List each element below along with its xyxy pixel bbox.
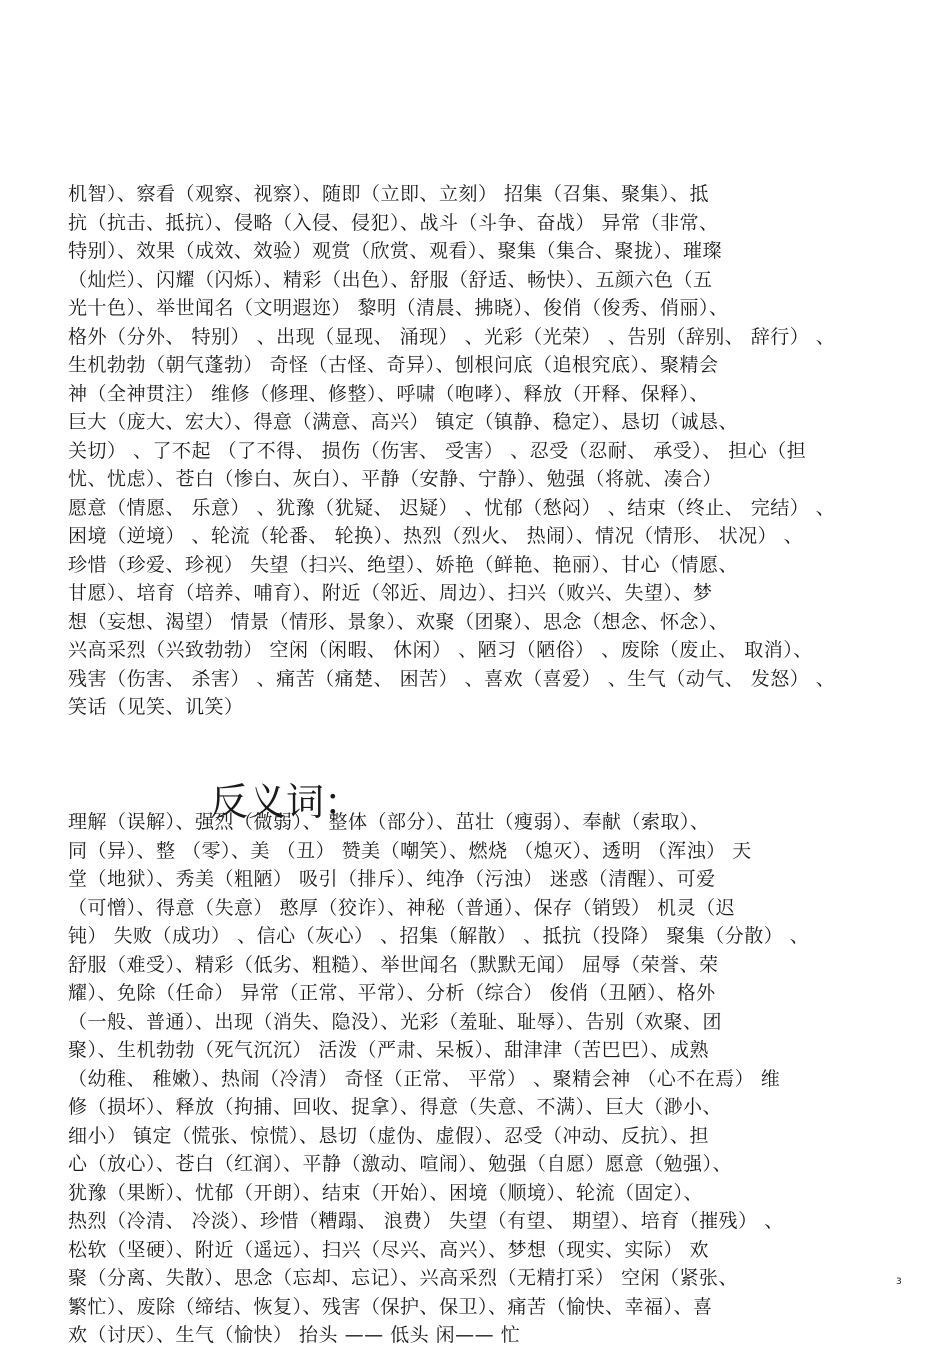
synonym-line: 关切） 、了不起 （了不得、 损伤（伤害、 受害） 、忍受（忍耐、 承受）、 担心（担 <box>68 439 807 462</box>
synonym-line: 巨大（庞大、宏大）、得意（满意、高兴） 镇定（镇静、稳定）、恳切（诚恳、 <box>68 411 739 433</box>
synonym-line: 甘愿）、培育（培养、哺育）、附近（邻近、周边）、扫兴（败兴、失望）、梦 <box>68 582 713 604</box>
synonym-line: （灿烂）、闪耀（闪烁）、精彩（出色）、舒服（舒适、畅快）、五颜六色（五 <box>68 268 713 291</box>
page-number: 3 <box>896 1277 902 1287</box>
synonym-line: 笑话（见笑、讥笑） <box>68 696 244 718</box>
antonym-line: 欢（讨厌）、生气（愉快） 抬头 —— 低头 闲—— 忙 <box>68 1324 521 1346</box>
antonym-line: 犹豫（果断）、忧郁（开朗）、结束（开始）、困境（顺境）、轮流（固定）、 <box>68 1181 704 1204</box>
antonym-line: 心（放心）、苍白（红润）、平静（激动、喧闹）、勉强（自愿）愿意（勉强）、 <box>68 1153 733 1175</box>
antonym-heading: 反义词： <box>210 780 363 824</box>
antonym-list <box>68 808 868 1350</box>
antonym-line: 修（损坏）、释放（拘捕、回收、捉拿）、得意（失意、不满）、巨大（渺小、 <box>68 1096 723 1118</box>
synonym-line: 兴高采烈（兴致勃勃） 空闲（闲暇、 休闲） 、陋习（陋俗） 、废除（废止、 取消）、 <box>68 639 813 661</box>
antonym-line: 耀）、免除（任命） 异常（正常、平常）、分析（综合） 俊俏（丑陋）、格外 <box>68 982 716 1004</box>
antonym-line: （一般、普通）、出现（消失、隐没）、光彩（羞耻、耻辱）、告别（欢聚、团 <box>68 1010 723 1033</box>
synonym-line: 珍惜（珍爱、珍视） 失望（扫兴、绝望）、娇艳（鲜艳、艳丽）、甘心（情愿、 <box>68 553 739 576</box>
antonym-line: 细小） 镇定（慌张、惊慌）、恳切（虚伪、虚假）、忍受（冲动、反抗）、担 <box>68 1124 710 1147</box>
antonym-line: （可憎）、得意（失意） 憨厚（狡诈）、神秘（普通）、保存（销毁） 机灵（迟 <box>68 896 736 919</box>
antonym-line: 理解（误解）、强烈（微弱）、 整体（部分）、茁壮（瘦弱）、奉献（索取）、 <box>68 811 710 833</box>
antonym-line: 繁忙）、废除（缔结、恢复）、残害（保护、保卫）、痛苦（愉快、幸福）、喜 <box>68 1295 713 1318</box>
synonym-line: 抗（抗击、抵抗）、侵略（入侵、侵犯）、战斗（斗争、奋战） 异常（非常、 <box>68 211 719 234</box>
antonym-line: 聚（分离、失散）、思念（忘却、忘记）、兴高采烈（无精打采） 空闲（紧张、 <box>68 1267 739 1289</box>
antonym-line: 同（异）、整 （零）、美 （丑） 赞美（嘲笑）、燃烧 （熄灭）、透明 （浑浊） 天 <box>68 839 752 862</box>
synonym-line: 特别）、效果（成效、效验）观赏（欣赏、观看）、聚集（集合、聚拢）、璀璨 <box>68 240 723 262</box>
synonym-line: 机智）、察看（观察、视察）、随即（立即、立刻） 招集（召集、聚集）、抵 <box>68 183 710 205</box>
synonym-list <box>68 180 868 722</box>
synonym-line: 愿意（情愿、 乐意） 、犹豫（犹疑、 迟疑） 、忧郁（愁闷） 、结束（终止、 完结） 、 <box>68 496 836 519</box>
antonym-line: 聚）、生机勃勃（死气沉沉） 活泼（严肃、呆板）、甜津津（苦巴巴）、成熟 <box>68 1039 710 1061</box>
synonym-line: 生机勃勃（朝气蓬勃） 奇怪（古怪、奇异）、刨根问底（追根究底）、聚精会 <box>68 354 719 376</box>
synonym-line: 残害（伤害、 杀害） 、痛苦（痛楚、 困苦） 、喜欢（喜爱） 、生气（动气、 发怒） 、 <box>68 667 836 690</box>
antonym-line: （幼稚、 稚嫩）、热闹（冷清） 奇怪（正常、 平常） 、聚精会神 （心不在焉） 维 <box>68 1067 781 1090</box>
antonym-line: 堂（地狱）、秀美（粗陋） 吸引（排斥）、纯净（污浊） 迷惑（清醒）、可爱 <box>68 868 716 890</box>
antonym-line: 舒服（难受）、精彩（低劣、粗糙）、举世闻名（默默无闻） 屈辱（荣誉、荣 <box>68 953 719 976</box>
synonym-line: 想（妄想、渴望） 情景（情形、景象）、欢聚（团聚）、思念（想念、怀念）、 <box>68 610 729 633</box>
synonym-line: 忧、忧虑）、苍白（惨白、灰白）、平静（安静、宁静）、勉强（将就、凑合） <box>68 468 723 490</box>
synonym-line: 困境（逆境） 、轮流（轮番、 轮换）、热烈（烈火、 热闹）、情况（情形、 状况） 、 <box>68 525 804 547</box>
synonym-line: 神（全神贯注） 维修（修理、修整）、呼啸（咆哮）、释放（开释、保释）、 <box>68 382 710 405</box>
synonym-line: 格外（分外、 特别） 、出现（显现、 涌现） 、光彩（光荣） 、告别（辞别、 辞行） 、 <box>68 325 836 348</box>
antonym-line: 松软（坚硬）、附近（遥远）、扫兴（尽兴、高兴）、梦想（现实、实际） 欢 <box>68 1238 710 1261</box>
antonym-line: 钝） 失败（成功） 、信心（灰心） 、招集（解散） 、抵抗（投降） 聚集（分散） 、 <box>68 925 810 947</box>
synonym-line: 光十色）、举世闻名（文明遐迩） 黎明（清晨、拂晓）、俊俏（俊秀、俏丽）、 <box>68 297 729 319</box>
antonym-line: 热烈（冷清、 冷淡）、珍惜（糟蹋、 浪费） 失望（有望、 期望）、培育（摧残） 、 <box>68 1210 784 1232</box>
